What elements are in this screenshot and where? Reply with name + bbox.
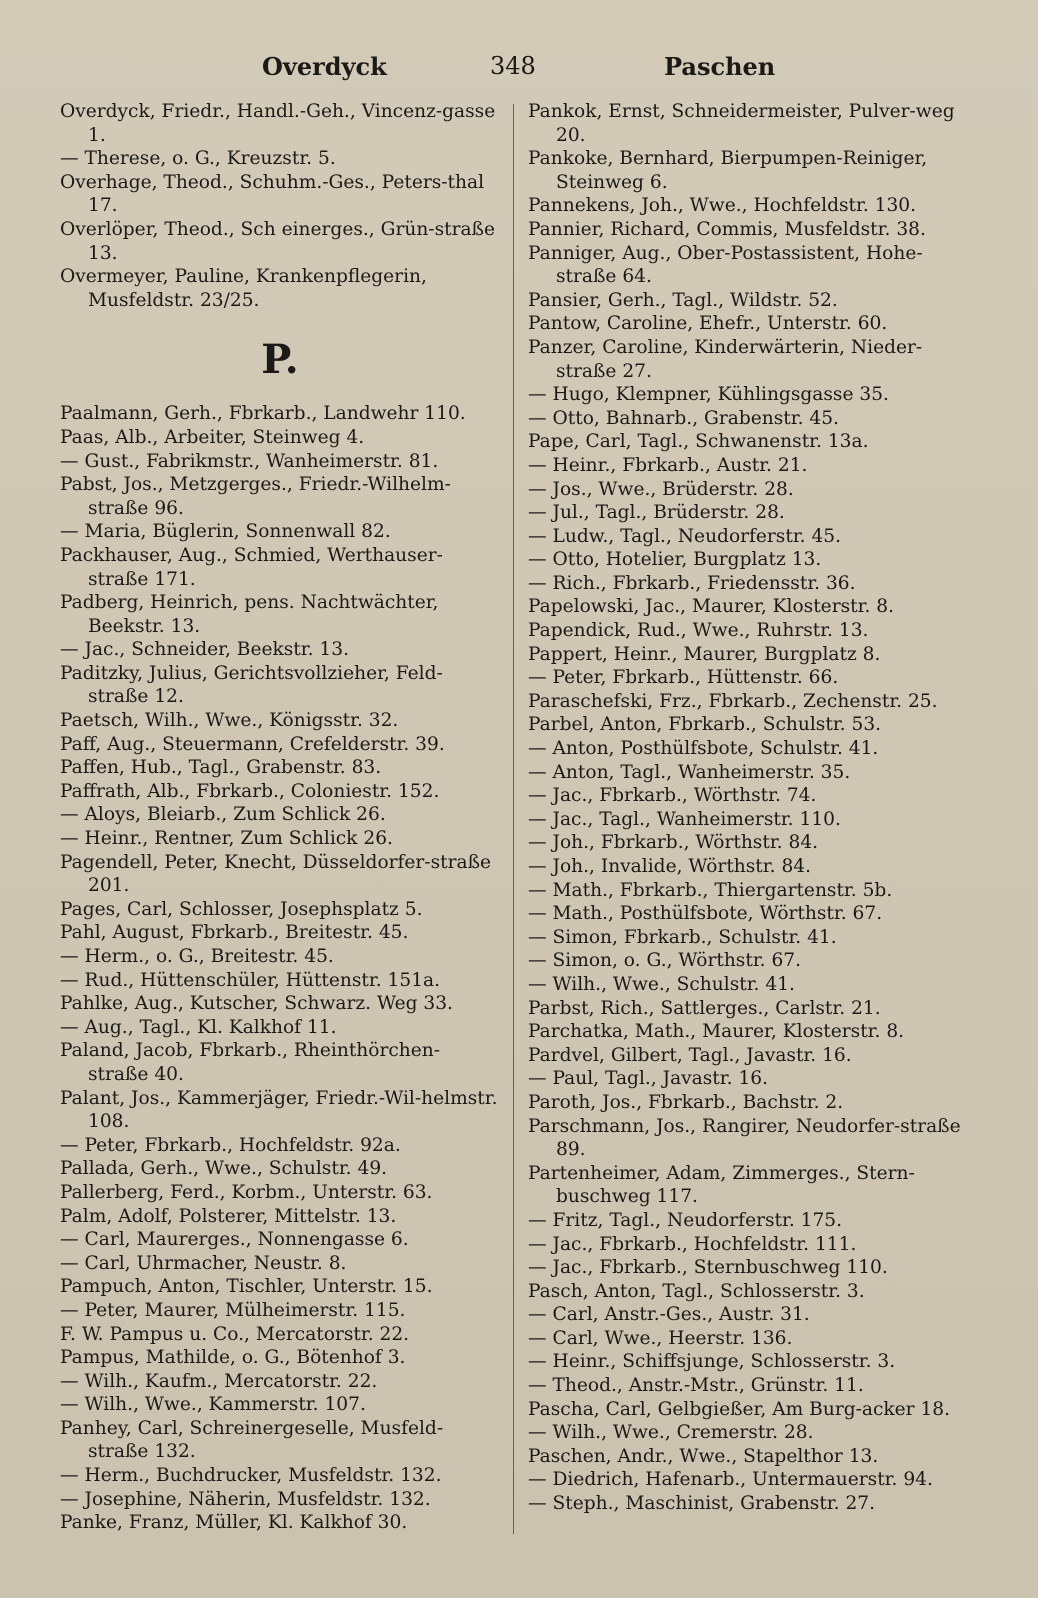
directory-entry: Pantow, Caroline, Ehefr., Unterstr. 60. xyxy=(528,313,888,335)
directory-entry: — Wilh., Kaufm., Mercatorstr. 22. xyxy=(60,1370,378,1392)
directory-entry: Overdyck, Friedr., Handl.-Geh., Vincenz-gasse 1. xyxy=(60,101,496,146)
directory-entry: Overlöper, Theod., Sch einerges., Grün-straße 13. xyxy=(60,218,495,264)
directory-entry: — Paul, Tagl., Javastr. 16. xyxy=(528,1068,769,1090)
directory-entry: — Heinr., Schiffsjunge, Schlosserstr. 3. xyxy=(528,1351,896,1373)
directory-entry: Parbel, Anton, Fbrkarb., Schulstr. 53. xyxy=(528,714,882,736)
directory-entry: — Carl, Anstr.-Ges., Austr. 31. xyxy=(528,1304,810,1326)
directory-entry: Padberg, Heinrich, pens. Nachtwächter, Beekstr. 13. xyxy=(60,592,439,637)
directory-entry: Pasch, Anton, Tagl., Schlosserstr. 3. xyxy=(528,1280,865,1302)
directory-entry: — Josephine, Näherin, Musfeldstr. 132. xyxy=(60,1488,431,1510)
directory-entry: Palant, Jos., Kammerjäger, Friedr.-Wil-helmstr. 108. xyxy=(60,1087,498,1133)
directory-entry: Palm, Adolf, Polsterer, Mittelstr. 13. xyxy=(60,1205,397,1227)
directory-entry: — Carl, Maurerges., Nonnengasse 6. xyxy=(60,1229,409,1251)
right-column xyxy=(528,100,976,1516)
directory-entry: Paffen, Hub., Tagl., Grabenstr. 83. xyxy=(60,757,382,779)
directory-entry: Parbst, Rich., Sattlerges., Carlstr. 21. xyxy=(528,997,881,1019)
directory-entry: Paetsch, Wilh., Wwe., Königsstr. 32. xyxy=(60,710,399,732)
directory-entry: — Wilh., Wwe., Cremerstr. 28. xyxy=(528,1422,814,1444)
directory-entry: Pagendell, Peter, Knecht, Düsseldorfer-straße 201. xyxy=(60,851,492,897)
directory-entry: — Ludw., Tagl., Neudorferstr. 45. xyxy=(528,525,842,547)
directory-entry: — Joh., Fbrkarb., Wörthstr. 84. xyxy=(528,832,819,854)
directory-entry: — Math., Posthülfsbote, Wörthstr. 67. xyxy=(528,903,883,925)
directory-entry: Pannier, Richard, Commis, Musfeldstr. 38. xyxy=(528,218,926,240)
directory-entry: Pahl, August, Fbrkarb., Breitestr. 45. xyxy=(60,922,409,944)
directory-entry: — Therese, o. G., Kreuzstr. 5. xyxy=(60,148,336,170)
directory-entry: — Jul., Tagl., Brüderstr. 28. xyxy=(528,502,785,524)
directory-entry: Pansier, Gerh., Tagl., Wildstr. 52. xyxy=(528,289,838,311)
directory-entry: Pahlke, Aug., Kutscher, Schwarz. Weg 33. xyxy=(60,993,453,1015)
directory-entry: Paschen, Andr., Wwe., Stapelthor 13. xyxy=(528,1445,879,1467)
directory-entry: Papendick, Rud., Wwe., Ruhrstr. 13. xyxy=(528,620,869,642)
directory-entry: Pabst, Jos., Metzgerges., Friedr.-Wilhelm-straße 96. xyxy=(60,474,451,519)
left-column xyxy=(60,100,500,1535)
directory-entry: — Joh., Invalide, Wörthstr. 84. xyxy=(528,856,812,877)
directory-entry: — Steph., Maschinist, Grabenstr. 27. xyxy=(528,1493,876,1515)
directory-entry: Panhey, Carl, Schreinergeselle, Musfeld-straße 132. xyxy=(60,1417,444,1463)
directory-entry: Panke, Franz, Müller, Kl. Kalkhof 30. xyxy=(60,1512,408,1534)
directory-entry: Overhage, Theod., Schuhm.-Ges., Peters-thal 17. xyxy=(60,171,485,217)
directory-entry: Pallada, Gerh., Wwe., Schulstr. 49. xyxy=(60,1158,388,1180)
directory-entry: — Fritz, Tagl., Neudorferstr. 175. xyxy=(528,1209,843,1231)
directory-entry: Paalmann, Gerh., Fbrkarb., Landwehr 110. xyxy=(60,403,466,425)
directory-entry: Parchatka, Math., Maurer, Klosterstr. 8. xyxy=(528,1021,905,1043)
directory-entry: Partenheimer, Adam, Zimmerges., Stern-buschweg 117. xyxy=(528,1162,915,1208)
directory-entry: — Wilh., Wwe., Kammerstr. 107. xyxy=(60,1394,366,1416)
directory-entry: — Carl, Uhrmacher, Neustr. 8. xyxy=(60,1252,347,1274)
section-letter: P. xyxy=(261,336,299,384)
directory-entry: — Otto, Hotelier, Burgplatz 13. xyxy=(528,549,822,571)
directory-entry: Pankok, Ernst, Schneidermeister, Pulver-weg 20. xyxy=(528,101,955,146)
directory-entry: Pascha, Carl, Gelbgießer, Am Burg-acker 18. xyxy=(528,1398,951,1420)
directory-entry: — Aug., Tagl., Kl. Kalkhof 11. xyxy=(60,1016,337,1038)
page-header xyxy=(0,52,1038,92)
directory-entry: Papelowski, Jac., Maurer, Klosterstr. 8. xyxy=(528,596,894,618)
directory-entry: Paraschefski, Frz., Fbrkarb., Zechenstr. 25. xyxy=(528,690,938,712)
directory-entry: — Herm., o. G., Breitestr. 45. xyxy=(60,946,334,967)
directory-entry: — Anton, Tagl., Wanheimerstr. 35. xyxy=(528,761,851,783)
directory-entry: — Jac., Fbrkarb., Wörthstr. 74. xyxy=(528,785,817,807)
directory-entry: — Rud., Hüttenschüler, Hüttenstr. 151a. xyxy=(60,969,441,991)
directory-entry: — Gust., Fabrikmstr., Wanheimerstr. 81. xyxy=(60,450,439,472)
directory-entry: Overmeyer, Pauline, Krankenpflegerin, Musfeldstr. 23/25. xyxy=(60,266,427,311)
directory-entry: — Herm., Buchdrucker, Musfeldstr. 132. xyxy=(60,1465,442,1487)
directory-entry: — Jos., Wwe., Brüderstr. 28. xyxy=(528,478,794,500)
directory-entry: — Carl, Wwe., Heerstr. 136. xyxy=(528,1327,793,1349)
directory-entry: — Simon, o. G., Wörthstr. 67. xyxy=(528,950,802,972)
directory-entry: Paland, Jacob, Fbrkarb., Rheinthörchen-straße 40. xyxy=(60,1040,441,1085)
directory-entry: Paditzky, Julius, Gerichtsvollzieher, Feld-straße 12. xyxy=(60,662,443,708)
directory-entry: — Jac., Fbrkarb., Hochfeldstr. 111. xyxy=(528,1233,857,1255)
directory-entry: — Jac., Fbrkarb., Sternbuschweg 110. xyxy=(528,1257,888,1279)
directory-entry: Packhauser, Aug., Schmied, Werthauser-straße 171. xyxy=(60,544,443,590)
directory-entry: Pape, Carl, Tagl., Schwanenstr. 13a. xyxy=(528,431,869,453)
directory-entry: — Peter, Fbrkarb., Hüttenstr. 66. xyxy=(528,667,839,689)
directory-entry: — Rich., Fbrkarb., Friedensstr. 36. xyxy=(528,572,856,594)
directory-entry: Panzer, Caroline, Kinderwärterin, Nieder-straße 27. xyxy=(528,336,923,382)
directory-entry: Paffrath, Alb., Fbrkarb., Coloniestr. 152. xyxy=(60,780,440,802)
directory-entry: — Simon, Fbrkarb., Schulstr. 41. xyxy=(528,926,837,948)
directory-entry: Pardvel, Gilbert, Tagl., Javastr. 16. xyxy=(528,1044,852,1066)
directory-entry: F. W. Pampus u. Co., Mercatorstr. 22. xyxy=(60,1323,410,1345)
directory-entry: Pampus, Mathilde, o. G., Bötenhof 3. xyxy=(60,1347,406,1369)
directory-entry: — Anton, Posthülfsbote, Schulstr. 41. xyxy=(528,738,879,760)
directory-entry: — Heinr., Fbrkarb., Austr. 21. xyxy=(528,454,808,476)
directory-entry: Pampuch, Anton, Tischler, Unterstr. 15. xyxy=(60,1276,433,1298)
page-number: 348 xyxy=(490,52,536,80)
running-head-right: Paschen xyxy=(664,52,776,81)
directory-entry: — Otto, Bahnarb., Grabenstr. 45. xyxy=(528,407,839,429)
directory-entry: Pallerberg, Ferd., Korbm., Unterstr. 63. xyxy=(60,1181,433,1203)
directory-entry: — Aloys, Bleiarb., Zum Schlick 26. xyxy=(60,804,386,826)
directory-entry: Pappert, Heinr., Maurer, Burgplatz 8. xyxy=(528,643,881,665)
directory-entry: Pankoke, Bernhard, Bierpumpen-Reiniger, Steinweg 6. xyxy=(528,148,928,193)
directory-entry: Panniger, Aug., Ober-Postassistent, Hohe-straße 64. xyxy=(528,242,923,288)
directory-entry: — Jac., Tagl., Wanheimerstr. 110. xyxy=(528,808,841,830)
directory-entry: Pannekens, Joh., Wwe., Hochfeldstr. 130. xyxy=(528,195,917,217)
directory-entry: — Peter, Fbrkarb., Hochfeldstr. 92a. xyxy=(60,1134,401,1156)
column-divider xyxy=(513,104,514,1534)
directory-entry: — Theod., Anstr.-Mstr., Grünstr. 11. xyxy=(528,1375,864,1397)
directory-entry: Pages, Carl, Schlosser, Josephsplatz 5. xyxy=(60,898,423,920)
directory-entry: Paas, Alb., Arbeiter, Steinweg 4. xyxy=(60,426,365,448)
directory-entry: — Maria, Büglerin, Sonnenwall 82. xyxy=(60,521,391,543)
directory-entry: — Math., Fbrkarb., Thiergartenstr. 5b. xyxy=(528,879,893,901)
running-head-left: Overdyck xyxy=(262,52,387,81)
directory-entry: — Wilh., Wwe., Schulstr. 41. xyxy=(528,973,795,995)
directory-entry: Parschmann, Jos., Rangirer, Neudorfer-straße 89. xyxy=(528,1115,961,1161)
directory-entry: — Diedrich, Hafenarb., Untermauerstr. 94. xyxy=(528,1469,933,1491)
directory-entry: — Heinr., Rentner, Zum Schlick 26. xyxy=(60,828,393,850)
directory-entry: — Peter, Maurer, Mülheimerstr. 115. xyxy=(60,1299,406,1321)
directory-entry: — Hugo, Klempner, Kühlingsgasse 35. xyxy=(528,384,889,406)
directory-entry: Paroth, Jos., Fbrkarb., Bachstr. 2. xyxy=(528,1091,844,1113)
directory-entry: Paff, Aug., Steuermann, Crefelderstr. 39. xyxy=(60,733,445,755)
directory-entry: — Jac., Schneider, Beekstr. 13. xyxy=(60,639,350,661)
